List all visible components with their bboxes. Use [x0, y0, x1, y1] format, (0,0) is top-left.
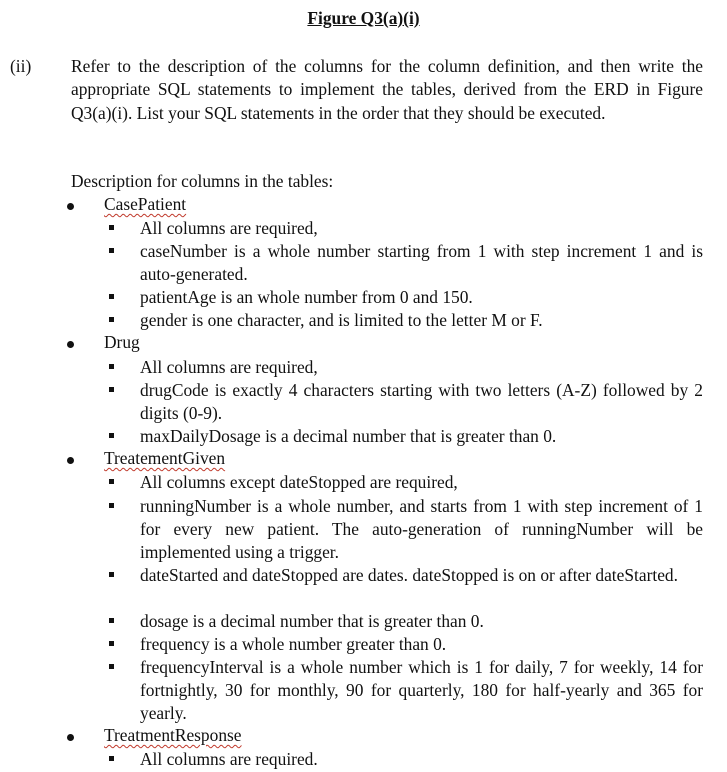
- item-text: runningNumber is a whole number, and starts from 1 with step increment of 1 for every new patient. The auto-generation of runningNumber will be implemented using a trigger.: [140, 496, 703, 563]
- item-text: caseNumber is a whole number starting from 1 with step increment 1 and is auto-generated.: [140, 241, 703, 285]
- bullet-square-icon: [109, 364, 114, 369]
- item-text: maxDailyDosage is a decimal number that is greater than 0.: [140, 426, 557, 446]
- bullet-square-icon: [109, 225, 114, 230]
- item-text: dateStarted and dateStopped are dates. dateStopped is on or after dateStarted.: [140, 565, 678, 585]
- bullet-square-icon: [109, 641, 114, 646]
- table-treatementgiven: [0, 448, 727, 471]
- item-text: frequencyInterval is a whole number which is 1 for daily, 7 for weekly, 14 for fortnightly, 30 for monthly, 90 for quarterly, 180 for half-yearly and 365 for yearly.: [140, 657, 703, 724]
- item-text: drugCode is exactly 4 characters starting with two letters (A-Z) followed by 2 digits (0-9).: [140, 380, 703, 424]
- bullet-square-icon: [109, 664, 114, 669]
- bullet-square-icon: [109, 572, 114, 577]
- bullet-square-icon: [109, 618, 114, 623]
- table-name: TreatmentResponse: [104, 725, 242, 745]
- bullet-square-icon: [109, 248, 114, 253]
- table-drug: [0, 332, 727, 355]
- table-name: TreatementGiven: [104, 448, 226, 468]
- bullet-dot-icon: [67, 457, 74, 464]
- description-heading: Description for columns in the tables:: [71, 171, 334, 191]
- item-text: frequency is a whole number greater than 0.: [140, 634, 447, 654]
- item-text: All columns are required,: [140, 357, 318, 377]
- bullet-dot-icon: [67, 734, 74, 741]
- table-casepatient: [0, 194, 727, 217]
- bullet-square-icon: [109, 294, 114, 299]
- item-text: dosage is a decimal number that is greater than 0.: [140, 611, 484, 631]
- bullet-square-icon: [109, 503, 114, 508]
- item-text: All columns are required.: [140, 749, 318, 769]
- table-name: CasePatient: [104, 194, 187, 214]
- bullet-square-icon: [109, 317, 114, 322]
- figure-title: Figure Q3(a)(i): [307, 8, 420, 28]
- item-text: gender is one character, and is limited to the letter M or F.: [140, 310, 543, 330]
- bullet-dot-icon: [67, 341, 74, 348]
- question-text: Refer to the description of the columns for the column definition, and then write the appropriate SQL statements to implement the tables, derived from the ERD in Figure Q3(a)(i). List your SQL statements in the order that they should be executed.: [71, 56, 703, 123]
- item-text: All columns except dateStopped are required,: [140, 472, 458, 492]
- table-name: Drug: [104, 332, 140, 352]
- bullet-square-icon: [109, 756, 114, 761]
- bullet-dot-icon: [67, 203, 74, 210]
- bullet-square-icon: [109, 433, 114, 438]
- table-treatmentresponse: [0, 725, 727, 748]
- bullet-square-icon: [109, 479, 114, 484]
- item-text: patientAge is an whole number from 0 and 150.: [140, 287, 473, 307]
- question-number: (ii): [10, 56, 32, 76]
- item-text: All columns are required,: [140, 218, 318, 238]
- bullet-square-icon: [109, 387, 114, 392]
